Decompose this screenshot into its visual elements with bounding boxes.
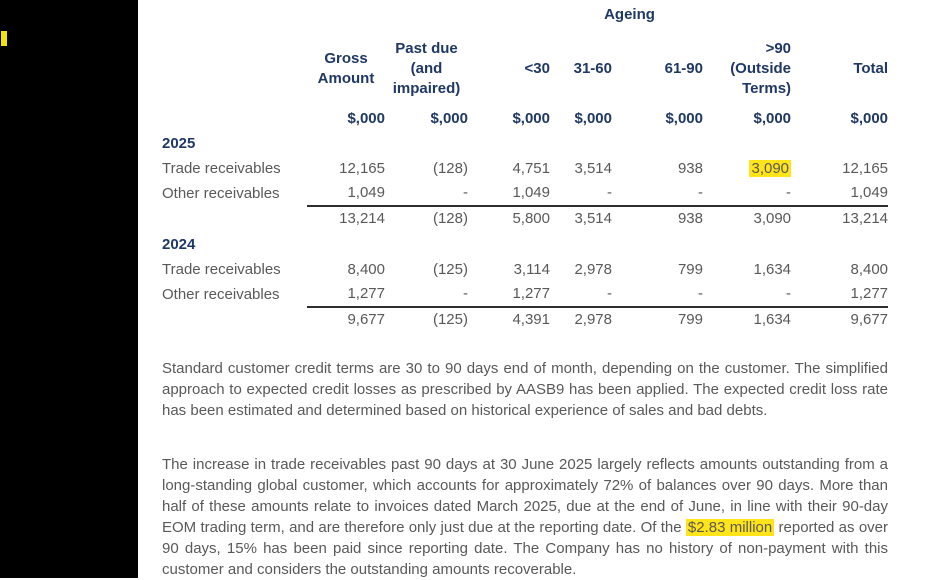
row-label: Trade receivables bbox=[162, 160, 281, 177]
year-label-2024: 2024 bbox=[162, 236, 196, 253]
cell-gross: 12,165 bbox=[339, 160, 385, 177]
units-61-90: $,000 bbox=[665, 110, 703, 127]
cell-empty bbox=[162, 30, 307, 108]
paragraph-receivables-explanation bbox=[162, 454, 888, 580]
cell-gt90: 1,634 bbox=[753, 311, 792, 328]
year-row-2024 bbox=[162, 231, 888, 257]
cell-past-due: - bbox=[385, 181, 468, 206]
receivables-ageing-table bbox=[162, 6, 888, 332]
cell-lt30: 5,800 bbox=[512, 210, 550, 227]
cell-empty bbox=[162, 6, 468, 30]
cell-31-60: - bbox=[550, 181, 612, 206]
yellow-cursor-marker bbox=[1, 31, 7, 46]
row-label: Other receivables bbox=[162, 286, 280, 303]
col-header-past-due: Past due (and impaired) bbox=[392, 40, 461, 97]
cell-lt30: 3,114 bbox=[513, 261, 550, 278]
cell-61-90: - bbox=[612, 181, 703, 206]
cell-31-60: 3,514 bbox=[574, 160, 612, 177]
cell-61-90: 938 bbox=[677, 160, 703, 177]
cell-past-due: (125) bbox=[432, 261, 468, 278]
cell-gt90: - bbox=[703, 181, 791, 206]
cell-empty bbox=[162, 108, 307, 130]
col-header-gt90-outside-terms: >90 (Outside Terms) bbox=[730, 40, 792, 97]
units-total: $,000 bbox=[850, 110, 889, 127]
cell-gross: 8,400 bbox=[347, 261, 385, 278]
cell-empty bbox=[162, 206, 307, 231]
cell-61-90: 938 bbox=[677, 210, 703, 227]
cell-31-60: 2,978 bbox=[574, 311, 612, 328]
row-label: Trade receivables bbox=[162, 261, 281, 278]
paragraph-text-after-highlight: reported as over 90 days, 15% has been paid since reporting date. The Company has no history of non-payment with this customer and considers the outstanding amounts recoverable. bbox=[162, 519, 888, 578]
units-31-60: $,000 bbox=[574, 110, 612, 127]
table-title-row bbox=[162, 6, 888, 30]
units-gross: $,000 bbox=[347, 110, 385, 127]
cell-31-60: - bbox=[550, 282, 612, 307]
year-label-2025: 2025 bbox=[162, 135, 196, 152]
col-header-61-90: 61-90 bbox=[664, 60, 703, 77]
cell-gross: 1,277 bbox=[307, 282, 385, 307]
row-2025-other-receivables bbox=[162, 181, 888, 206]
cell-total: 1,049 bbox=[791, 181, 888, 206]
row-2024-totals bbox=[162, 307, 888, 332]
units-row bbox=[162, 108, 888, 130]
cell-31-60: 2,978 bbox=[574, 261, 612, 278]
cell-total: 13,214 bbox=[842, 210, 889, 227]
year-row-2025 bbox=[162, 130, 888, 156]
document-content bbox=[138, 0, 931, 578]
cell-61-90: 799 bbox=[677, 311, 703, 328]
cell-gross: 9,677 bbox=[347, 311, 385, 328]
highlighted-table-value: 3,090 bbox=[751, 160, 790, 177]
units-past-due: $,000 bbox=[430, 110, 468, 127]
cell-gross: 13,214 bbox=[339, 210, 385, 227]
cell-empty bbox=[162, 307, 307, 332]
cell-gt90: 3,090 bbox=[753, 210, 792, 227]
row-2024-other-receivables bbox=[162, 282, 888, 307]
col-header-gross-amount: Gross Amount bbox=[317, 50, 375, 87]
row-2025-totals bbox=[162, 206, 888, 231]
cell-past-due: (125) bbox=[432, 311, 468, 328]
cell-lt30: 4,391 bbox=[512, 311, 550, 328]
cell-gt90: - bbox=[703, 282, 791, 307]
column-header-row bbox=[162, 30, 888, 108]
cell-past-due: (128) bbox=[432, 210, 468, 227]
cell-empty bbox=[791, 6, 888, 30]
col-header-lt30: <30 bbox=[524, 60, 550, 77]
cell-lt30: 1,277 bbox=[468, 282, 550, 307]
paragraph-credit-terms: Standard customer credit terms are 30 to 90 days end of month, depending on the customer. The simplified approach to expected credit losses as prescribed by AASB9 has been applied. The expected credit loss rate has been estimated and determined based on historical experience of sales and bad debts. bbox=[162, 360, 888, 419]
highlighted-text-amount: $2.83 million bbox=[687, 519, 773, 536]
units-lt30: $,000 bbox=[512, 110, 550, 127]
cell-gt90: 1,634 bbox=[753, 261, 792, 278]
cell-total: 9,677 bbox=[850, 311, 889, 328]
paragraph-text-before-highlight: The increase in trade receivables past 90 days at 30 June 2025 largely reflects amounts outstanding from a long-standing global customer, which accounts for approximately 72% of balances over 90 days. More than half of these amounts relate to invoices dated March 2025, due at the end of June, in line with their 90-day EOM trading term, and are therefore only just due at the reporting date. Of the bbox=[162, 456, 888, 536]
cell-lt30: 1,049 bbox=[468, 181, 550, 206]
cell-gt90 bbox=[703, 156, 791, 181]
row-label: Other receivables bbox=[162, 185, 280, 202]
cell-total: 12,165 bbox=[842, 160, 889, 177]
cell-past-due: (128) bbox=[432, 160, 468, 177]
col-header-total: Total bbox=[853, 60, 889, 77]
cell-gross: 1,049 bbox=[307, 181, 385, 206]
left-black-panel bbox=[0, 0, 138, 578]
cell-31-60: 3,514 bbox=[574, 210, 612, 227]
cell-61-90: 799 bbox=[677, 261, 703, 278]
units-gt90: $,000 bbox=[753, 110, 792, 127]
row-2024-trade-receivables bbox=[162, 257, 888, 282]
cell-61-90: - bbox=[612, 282, 703, 307]
col-header-31-60: 31-60 bbox=[573, 60, 612, 77]
cell-total: 1,277 bbox=[791, 282, 888, 307]
cell-past-due: - bbox=[385, 282, 468, 307]
cell-lt30: 4,751 bbox=[512, 160, 550, 177]
cell-total: 8,400 bbox=[850, 261, 889, 278]
row-2025-trade-receivables bbox=[162, 156, 888, 181]
table-title: Ageing bbox=[604, 6, 655, 23]
